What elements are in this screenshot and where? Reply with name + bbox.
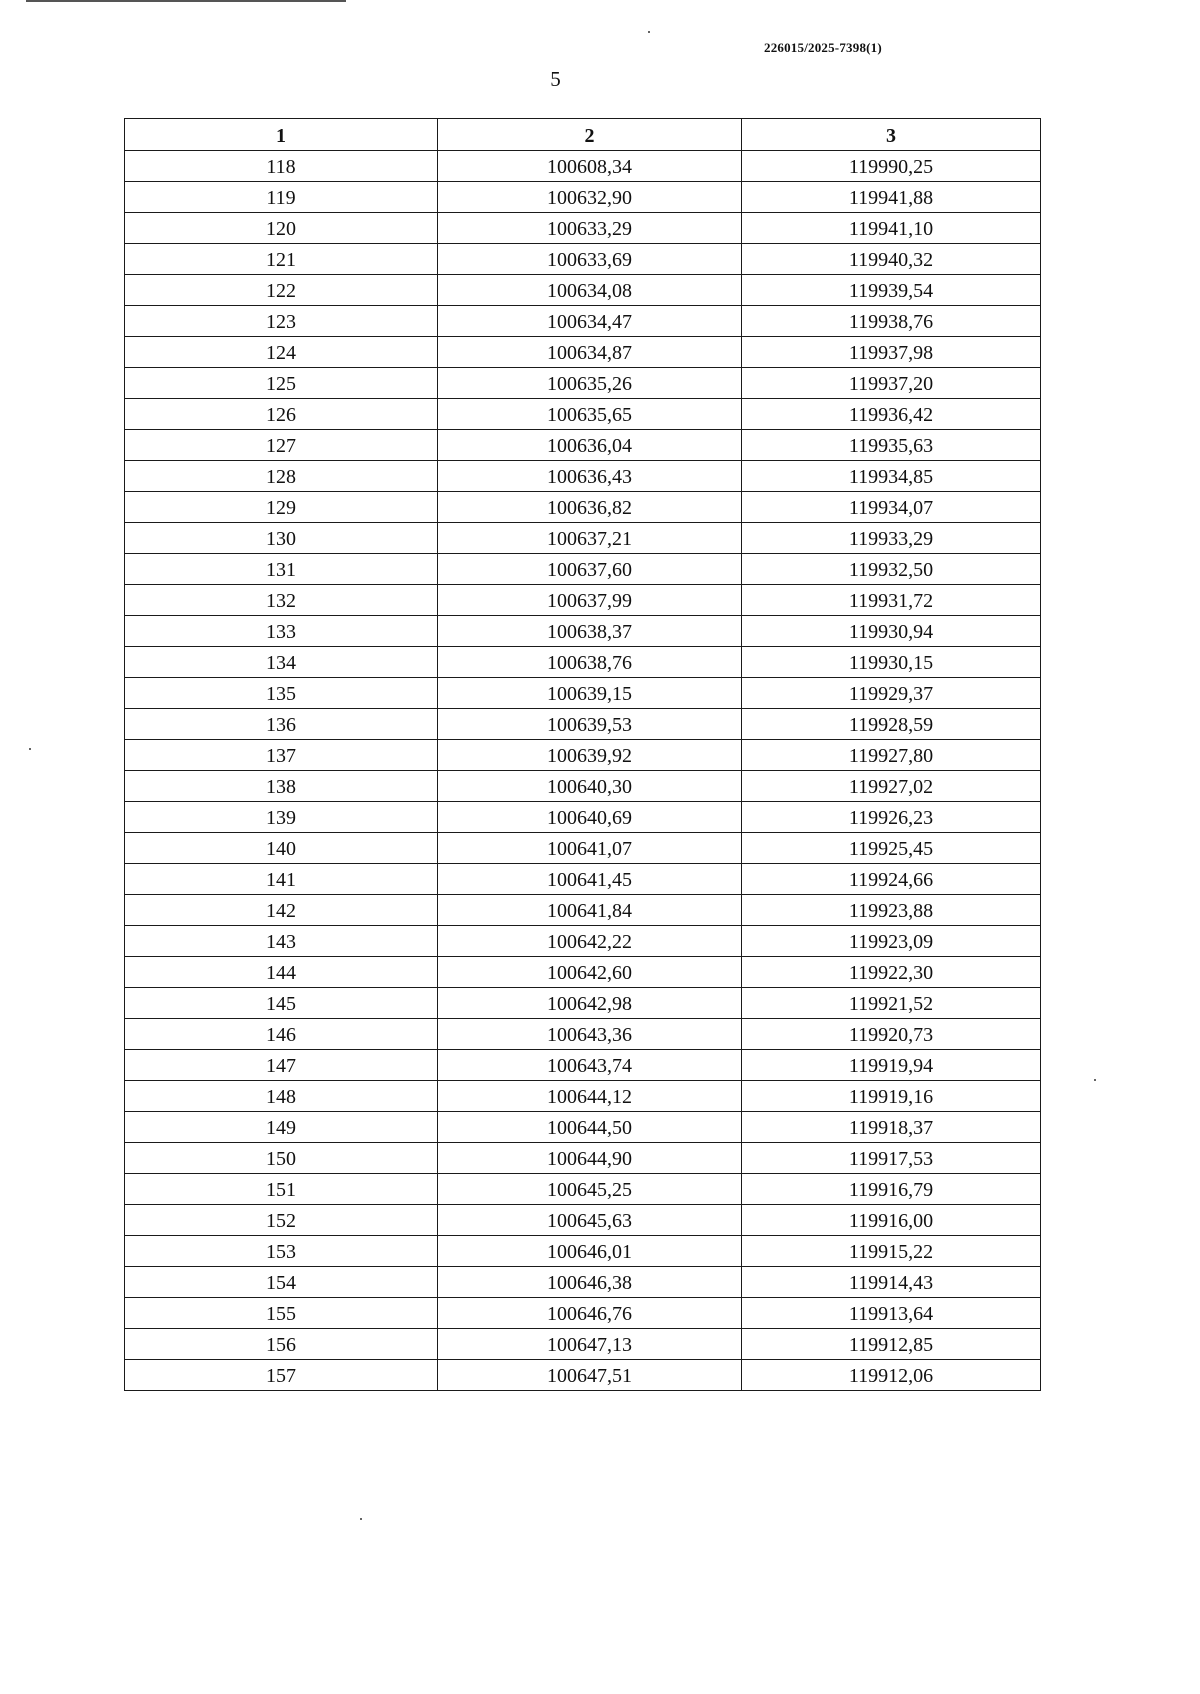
point-number-cell: 141 bbox=[125, 864, 438, 895]
table-row bbox=[125, 616, 1041, 647]
scan-speck bbox=[29, 748, 31, 750]
table-row bbox=[125, 461, 1041, 492]
table-header-row bbox=[125, 119, 1041, 151]
point-number-cell: 133 bbox=[125, 616, 438, 647]
point-number-cell: 125 bbox=[125, 368, 438, 399]
point-number-cell: 138 bbox=[125, 771, 438, 802]
x-coordinate-cell: 100638,37 bbox=[438, 616, 742, 647]
y-coordinate-cell: 119927,02 bbox=[742, 771, 1041, 802]
y-coordinate-cell: 119918,37 bbox=[742, 1112, 1041, 1143]
x-coordinate-cell: 100642,60 bbox=[438, 957, 742, 988]
y-coordinate-cell: 119934,85 bbox=[742, 461, 1041, 492]
y-coordinate-cell: 119937,98 bbox=[742, 337, 1041, 368]
table-row bbox=[125, 895, 1041, 926]
table-row bbox=[125, 1298, 1041, 1329]
y-coordinate-cell: 119914,43 bbox=[742, 1267, 1041, 1298]
table-row bbox=[125, 523, 1041, 554]
point-number-cell: 126 bbox=[125, 399, 438, 430]
y-coordinate-cell: 119940,32 bbox=[742, 244, 1041, 275]
y-coordinate-cell: 119931,72 bbox=[742, 585, 1041, 616]
table-row bbox=[125, 275, 1041, 306]
x-coordinate-cell: 100638,76 bbox=[438, 647, 742, 678]
table-row bbox=[125, 337, 1041, 368]
table-row bbox=[125, 833, 1041, 864]
y-coordinate-cell: 119936,42 bbox=[742, 399, 1041, 430]
y-coordinate-cell: 119926,23 bbox=[742, 802, 1041, 833]
point-number-cell: 134 bbox=[125, 647, 438, 678]
y-coordinate-cell: 119912,85 bbox=[742, 1329, 1041, 1360]
x-coordinate-cell: 100641,07 bbox=[438, 833, 742, 864]
x-coordinate-cell: 100643,74 bbox=[438, 1050, 742, 1081]
x-coordinate-cell: 100646,76 bbox=[438, 1298, 742, 1329]
table-row bbox=[125, 306, 1041, 337]
page-number: 5 bbox=[550, 67, 561, 91]
y-coordinate-cell: 119923,88 bbox=[742, 895, 1041, 926]
point-number-cell: 149 bbox=[125, 1112, 438, 1143]
table-row bbox=[125, 1112, 1041, 1143]
table-row bbox=[125, 864, 1041, 895]
table-row bbox=[125, 957, 1041, 988]
y-coordinate-cell: 119923,09 bbox=[742, 926, 1041, 957]
point-number-cell: 137 bbox=[125, 740, 438, 771]
table-row bbox=[125, 554, 1041, 585]
point-number-cell: 148 bbox=[125, 1081, 438, 1112]
top-rule bbox=[26, 0, 346, 2]
table-row bbox=[125, 430, 1041, 461]
point-number-cell: 139 bbox=[125, 802, 438, 833]
x-coordinate-cell: 100642,98 bbox=[438, 988, 742, 1019]
x-coordinate-cell: 100644,90 bbox=[438, 1143, 742, 1174]
point-number-cell: 124 bbox=[125, 337, 438, 368]
x-coordinate-cell: 100636,43 bbox=[438, 461, 742, 492]
y-coordinate-cell: 119934,07 bbox=[742, 492, 1041, 523]
point-number-cell: 128 bbox=[125, 461, 438, 492]
y-coordinate-cell: 119919,16 bbox=[742, 1081, 1041, 1112]
x-coordinate-cell: 100641,84 bbox=[438, 895, 742, 926]
y-coordinate-cell: 119921,52 bbox=[742, 988, 1041, 1019]
y-coordinate-cell: 119935,63 bbox=[742, 430, 1041, 461]
x-coordinate-cell: 100645,63 bbox=[438, 1205, 742, 1236]
point-number-cell: 154 bbox=[125, 1267, 438, 1298]
table-row bbox=[125, 182, 1041, 213]
x-coordinate-cell: 100633,69 bbox=[438, 244, 742, 275]
document-number: 226015/2025-7398(1) bbox=[764, 40, 882, 55]
y-coordinate-cell: 119913,64 bbox=[742, 1298, 1041, 1329]
x-coordinate-cell: 100633,29 bbox=[438, 213, 742, 244]
y-coordinate-cell: 119924,66 bbox=[742, 864, 1041, 895]
y-coordinate-cell: 119915,22 bbox=[742, 1236, 1041, 1267]
x-coordinate-cell: 100640,30 bbox=[438, 771, 742, 802]
x-coordinate-cell: 100637,21 bbox=[438, 523, 742, 554]
scan-speck bbox=[360, 1518, 362, 1520]
point-number-cell: 145 bbox=[125, 988, 438, 1019]
table-row bbox=[125, 802, 1041, 833]
x-coordinate-cell: 100637,60 bbox=[438, 554, 742, 585]
y-coordinate-cell: 119930,15 bbox=[742, 647, 1041, 678]
y-coordinate-cell: 119932,50 bbox=[742, 554, 1041, 585]
x-coordinate-cell: 100639,92 bbox=[438, 740, 742, 771]
y-coordinate-cell: 119916,79 bbox=[742, 1174, 1041, 1205]
point-number-cell: 129 bbox=[125, 492, 438, 523]
point-number-cell: 157 bbox=[125, 1360, 438, 1391]
table-row bbox=[125, 1236, 1041, 1267]
point-number-cell: 156 bbox=[125, 1329, 438, 1360]
table-row bbox=[125, 988, 1041, 1019]
y-coordinate-cell: 119938,76 bbox=[742, 306, 1041, 337]
table-row bbox=[125, 1205, 1041, 1236]
table-row bbox=[125, 1267, 1041, 1298]
y-coordinate-cell: 119937,20 bbox=[742, 368, 1041, 399]
table-row bbox=[125, 492, 1041, 523]
point-number-cell: 121 bbox=[125, 244, 438, 275]
table-body bbox=[125, 151, 1041, 1391]
table-row bbox=[125, 213, 1041, 244]
table-row bbox=[125, 244, 1041, 275]
scan-speck bbox=[1094, 1079, 1096, 1081]
y-coordinate-cell: 119930,94 bbox=[742, 616, 1041, 647]
table-row bbox=[125, 926, 1041, 957]
y-coordinate-cell: 119928,59 bbox=[742, 709, 1041, 740]
point-number-cell: 142 bbox=[125, 895, 438, 926]
x-coordinate-cell: 100635,65 bbox=[438, 399, 742, 430]
table-row bbox=[125, 585, 1041, 616]
point-number-cell: 130 bbox=[125, 523, 438, 554]
point-number-cell: 120 bbox=[125, 213, 438, 244]
x-coordinate-cell: 100632,90 bbox=[438, 182, 742, 213]
x-coordinate-cell: 100639,53 bbox=[438, 709, 742, 740]
table-row bbox=[125, 771, 1041, 802]
y-coordinate-cell: 119927,80 bbox=[742, 740, 1041, 771]
x-coordinate-cell: 100641,45 bbox=[438, 864, 742, 895]
y-coordinate-cell: 119941,10 bbox=[742, 213, 1041, 244]
point-number-cell: 146 bbox=[125, 1019, 438, 1050]
table-row bbox=[125, 1174, 1041, 1205]
table-row bbox=[125, 1329, 1041, 1360]
y-coordinate-cell: 119916,00 bbox=[742, 1205, 1041, 1236]
x-coordinate-cell: 100646,01 bbox=[438, 1236, 742, 1267]
point-number-cell: 135 bbox=[125, 678, 438, 709]
point-number-cell: 122 bbox=[125, 275, 438, 306]
table-row bbox=[125, 1019, 1041, 1050]
x-coordinate-cell: 100642,22 bbox=[438, 926, 742, 957]
x-coordinate-cell: 100634,08 bbox=[438, 275, 742, 306]
x-coordinate-cell: 100646,38 bbox=[438, 1267, 742, 1298]
point-number-cell: 123 bbox=[125, 306, 438, 337]
coordinates-table bbox=[124, 118, 1041, 1391]
point-number-cell: 150 bbox=[125, 1143, 438, 1174]
x-coordinate-cell: 100634,47 bbox=[438, 306, 742, 337]
y-coordinate-cell: 119922,30 bbox=[742, 957, 1041, 988]
point-number-cell: 119 bbox=[125, 182, 438, 213]
point-number-cell: 132 bbox=[125, 585, 438, 616]
y-coordinate-cell: 119941,88 bbox=[742, 182, 1041, 213]
point-number-cell: 153 bbox=[125, 1236, 438, 1267]
table-row bbox=[125, 368, 1041, 399]
y-coordinate-cell: 119933,29 bbox=[742, 523, 1041, 554]
scan-speck bbox=[648, 31, 650, 33]
y-coordinate-cell: 119990,25 bbox=[742, 151, 1041, 182]
y-coordinate-cell: 119925,45 bbox=[742, 833, 1041, 864]
x-coordinate-cell: 100645,25 bbox=[438, 1174, 742, 1205]
table-row bbox=[125, 1050, 1041, 1081]
y-coordinate-cell: 119917,53 bbox=[742, 1143, 1041, 1174]
column-header: 1 bbox=[125, 119, 438, 151]
table-row bbox=[125, 151, 1041, 182]
point-number-cell: 147 bbox=[125, 1050, 438, 1081]
x-coordinate-cell: 100644,12 bbox=[438, 1081, 742, 1112]
point-number-cell: 152 bbox=[125, 1205, 438, 1236]
table-row bbox=[125, 1360, 1041, 1391]
table-row bbox=[125, 399, 1041, 430]
y-coordinate-cell: 119919,94 bbox=[742, 1050, 1041, 1081]
table-row bbox=[125, 678, 1041, 709]
point-number-cell: 131 bbox=[125, 554, 438, 585]
x-coordinate-cell: 100647,13 bbox=[438, 1329, 742, 1360]
point-number-cell: 155 bbox=[125, 1298, 438, 1329]
x-coordinate-cell: 100636,04 bbox=[438, 430, 742, 461]
x-coordinate-cell: 100636,82 bbox=[438, 492, 742, 523]
y-coordinate-cell: 119920,73 bbox=[742, 1019, 1041, 1050]
x-coordinate-cell: 100647,51 bbox=[438, 1360, 742, 1391]
point-number-cell: 127 bbox=[125, 430, 438, 461]
y-coordinate-cell: 119939,54 bbox=[742, 275, 1041, 306]
point-number-cell: 140 bbox=[125, 833, 438, 864]
point-number-cell: 144 bbox=[125, 957, 438, 988]
x-coordinate-cell: 100639,15 bbox=[438, 678, 742, 709]
table-row bbox=[125, 709, 1041, 740]
y-coordinate-cell: 119912,06 bbox=[742, 1360, 1041, 1391]
table-row bbox=[125, 740, 1041, 771]
point-number-cell: 136 bbox=[125, 709, 438, 740]
x-coordinate-cell: 100608,34 bbox=[438, 151, 742, 182]
table-row bbox=[125, 1143, 1041, 1174]
point-number-cell: 143 bbox=[125, 926, 438, 957]
x-coordinate-cell: 100635,26 bbox=[438, 368, 742, 399]
point-number-cell: 118 bbox=[125, 151, 438, 182]
x-coordinate-cell: 100634,87 bbox=[438, 337, 742, 368]
column-header: 3 bbox=[742, 119, 1041, 151]
x-coordinate-cell: 100643,36 bbox=[438, 1019, 742, 1050]
point-number-cell: 151 bbox=[125, 1174, 438, 1205]
table-row bbox=[125, 1081, 1041, 1112]
x-coordinate-cell: 100644,50 bbox=[438, 1112, 742, 1143]
y-coordinate-cell: 119929,37 bbox=[742, 678, 1041, 709]
column-header: 2 bbox=[438, 119, 742, 151]
table-row bbox=[125, 647, 1041, 678]
x-coordinate-cell: 100640,69 bbox=[438, 802, 742, 833]
x-coordinate-cell: 100637,99 bbox=[438, 585, 742, 616]
